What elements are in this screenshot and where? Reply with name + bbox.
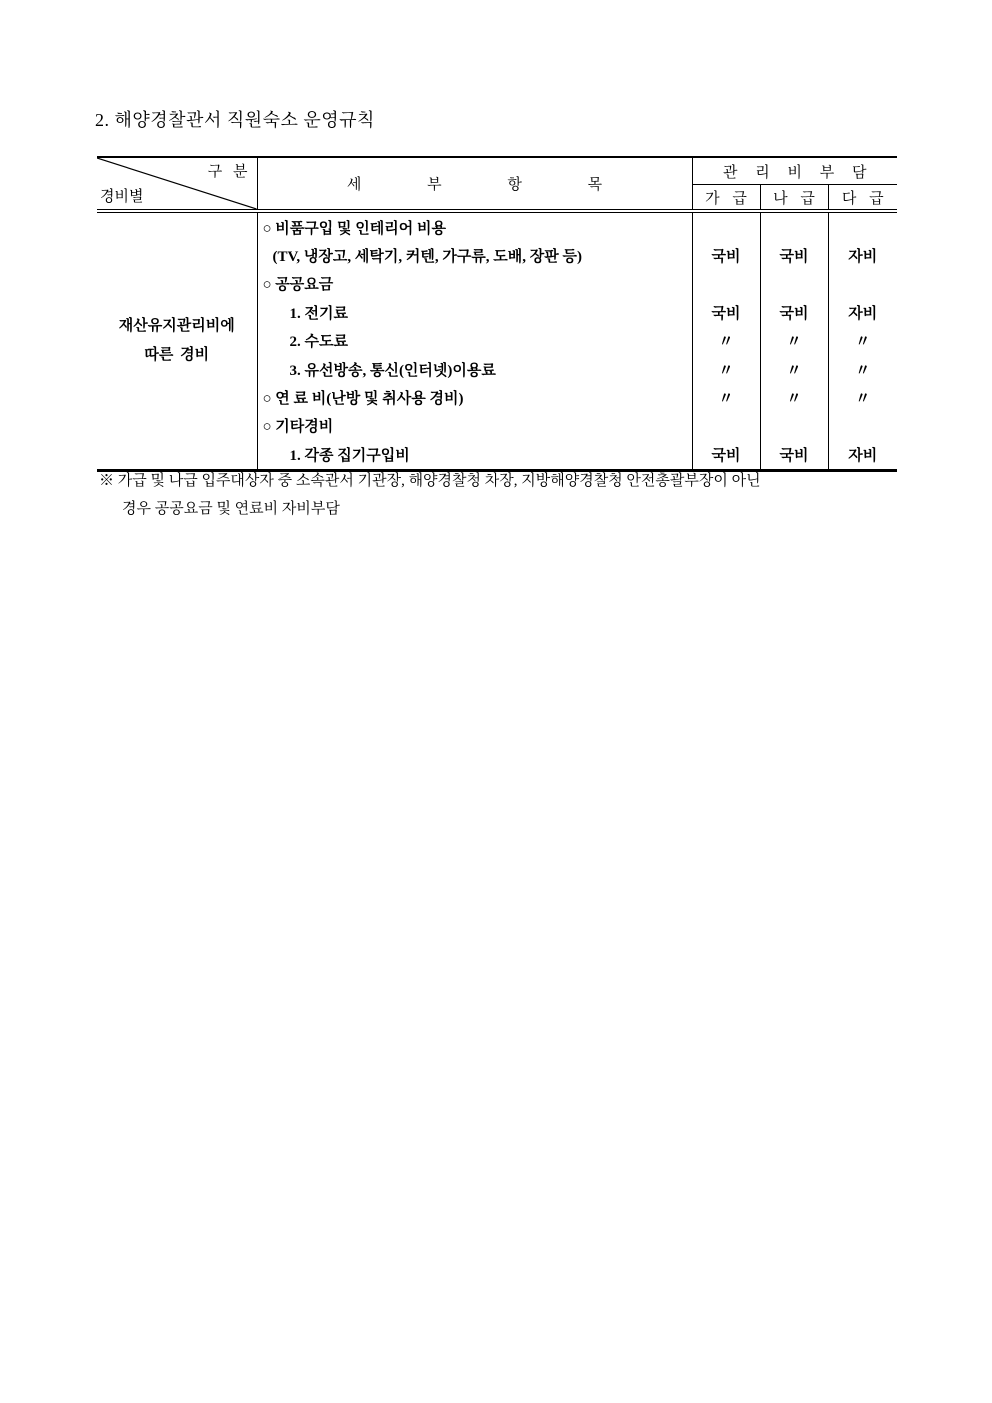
grade-value: 〃 <box>760 355 828 383</box>
page-title: 2. 해양경찰관서 직원숙소 운영규칙 <box>95 110 375 130</box>
grade-value: 〃 <box>692 327 760 355</box>
header-expense-type-label: 경비별 <box>100 189 144 205</box>
grade-value: 국비 <box>692 298 760 326</box>
header-category-label: 구 분 <box>207 164 248 180</box>
detail-item: ○ 기타경비 <box>257 412 692 440</box>
expense-group-label <box>97 211 257 470</box>
expense-group-label-line: 재산유지관리비에 <box>118 317 235 334</box>
detail-item: 2. 수도료 <box>257 327 692 355</box>
detail-item: ○ 연 료 비(난방 및 취사용 경비) <box>257 383 692 411</box>
grade-value: 〃 <box>828 383 897 411</box>
header-detail-items: 세 부 항 목 <box>257 157 692 211</box>
grade-value <box>760 412 828 440</box>
grade-value <box>692 270 760 298</box>
grade-value: 〃 <box>760 383 828 411</box>
header-row-top <box>97 157 897 185</box>
housing-rules-table <box>97 156 897 472</box>
expense-group-label-line: 따른 경비 <box>144 346 210 363</box>
grade-value: 자비 <box>828 440 897 470</box>
grade-value <box>828 270 897 298</box>
detail-item: ○ 비품구입 및 인테리어 비용 <box>257 211 692 241</box>
grade-value: 국비 <box>760 241 828 269</box>
detail-item: 1. 전기료 <box>257 298 692 326</box>
grade-value: 자비 <box>828 298 897 326</box>
footnote <box>99 467 761 523</box>
table-row <box>97 211 897 241</box>
grade-value: 자비 <box>828 241 897 269</box>
grade-value: 국비 <box>760 298 828 326</box>
grade-value <box>828 412 897 440</box>
grade-value: 〃 <box>760 327 828 355</box>
header-grade-da: 다 급 <box>828 185 897 212</box>
detail-item: 3. 유선방송, 통신(인터넷)이용료 <box>257 355 692 383</box>
grade-value <box>692 412 760 440</box>
detail-item: (TV, 냉장고, 세탁기, 커텐, 가구류, 도배, 장판 등) <box>257 241 692 269</box>
grade-value: 〃 <box>828 327 897 355</box>
detail-item: 1. 각종 집기구입비 <box>257 440 692 470</box>
footnote-line-2: 경우 공공요금 및 연료비 자비부담 <box>122 501 340 517</box>
grade-value: 〃 <box>828 355 897 383</box>
grade-value: 〃 <box>692 383 760 411</box>
grade-value <box>760 270 828 298</box>
header-grade-ga: 가 급 <box>692 185 760 212</box>
grade-value <box>828 211 897 241</box>
grade-value <box>692 211 760 241</box>
detail-item: ○ 공공요금 <box>257 270 692 298</box>
grade-value: 〃 <box>692 355 760 383</box>
diagonal-header-cell <box>97 157 257 211</box>
grade-value <box>760 211 828 241</box>
grade-value: 국비 <box>760 440 828 470</box>
header-management-fee-burden: 관 리 비 부 담 <box>692 157 897 185</box>
grade-value: 국비 <box>692 440 760 470</box>
grade-value: 국비 <box>692 241 760 269</box>
footnote-line-1: ※ 가급 및 나급 입주대상자 중 소속관서 기관장, 해양경찰청 차장, 지방해양경찰청 안전총괄부장이 아닌 <box>99 473 761 489</box>
header-grade-na: 나 급 <box>760 185 828 212</box>
